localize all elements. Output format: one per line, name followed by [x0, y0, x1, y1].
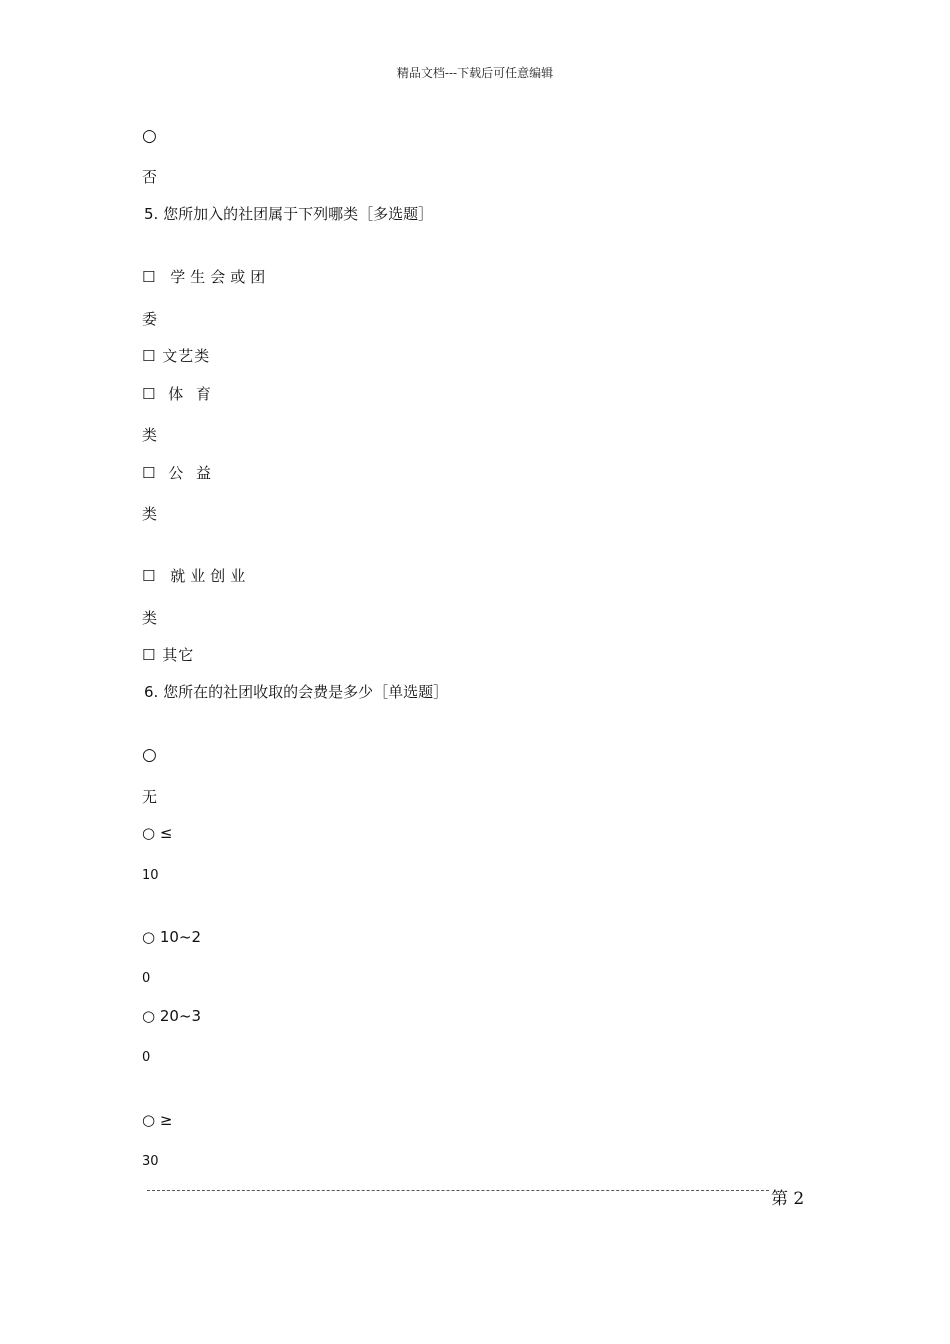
- q6-title: 6. 您所在的社团收取的会费是多少［单选题］: [144, 683, 449, 701]
- q5-title: 5. 您所加入的社团属于下列哪类［多选题］: [144, 205, 434, 223]
- q6-option-10-20-cont: 0: [142, 971, 151, 986]
- q6-radio-20-30[interactable]: ○ 20~3: [142, 1007, 202, 1025]
- q6-radio-ge-30[interactable]: ○ ≥: [142, 1111, 173, 1129]
- q5-checkbox-student-union[interactable]: ☐ 学生会或团: [142, 268, 271, 286]
- q5-checkbox-public-welfare[interactable]: ☐ 公 益: [142, 464, 215, 482]
- q5-option-public-welfare-cont: 类: [142, 505, 158, 523]
- q5-option-sports-cont: 类: [142, 426, 158, 444]
- q6-option-le-10-cont: 10: [142, 868, 159, 883]
- footer-divider: [147, 1190, 769, 1191]
- q5-option-employment-cont: 类: [142, 609, 158, 627]
- q6-radio-le-10[interactable]: ○ ≤: [142, 824, 173, 842]
- q5-checkbox-arts[interactable]: ☐ 文艺类: [142, 347, 211, 365]
- q4-radio-no[interactable]: ○: [142, 126, 157, 146]
- q4-option-no-label: 否: [142, 168, 158, 186]
- page-number: 第 2: [771, 1189, 805, 1209]
- q5-checkbox-other[interactable]: ☐ 其它: [142, 646, 195, 664]
- q6-radio-10-20[interactable]: ○ 10~2: [142, 928, 202, 946]
- q5-checkbox-sports[interactable]: ☐ 体 育: [142, 385, 215, 403]
- q6-option-ge-30-cont: 30: [142, 1154, 159, 1169]
- page-header: 精品文档---下载后可任意编辑: [396, 66, 554, 80]
- q6-radio-none[interactable]: ○: [142, 745, 157, 765]
- q6-option-20-30-cont: 0: [142, 1050, 151, 1065]
- q6-option-none-label: 无: [142, 788, 158, 806]
- q5-option-student-union-cont: 委: [142, 310, 158, 328]
- q5-checkbox-employment[interactable]: ☐ 就业创业: [142, 567, 251, 585]
